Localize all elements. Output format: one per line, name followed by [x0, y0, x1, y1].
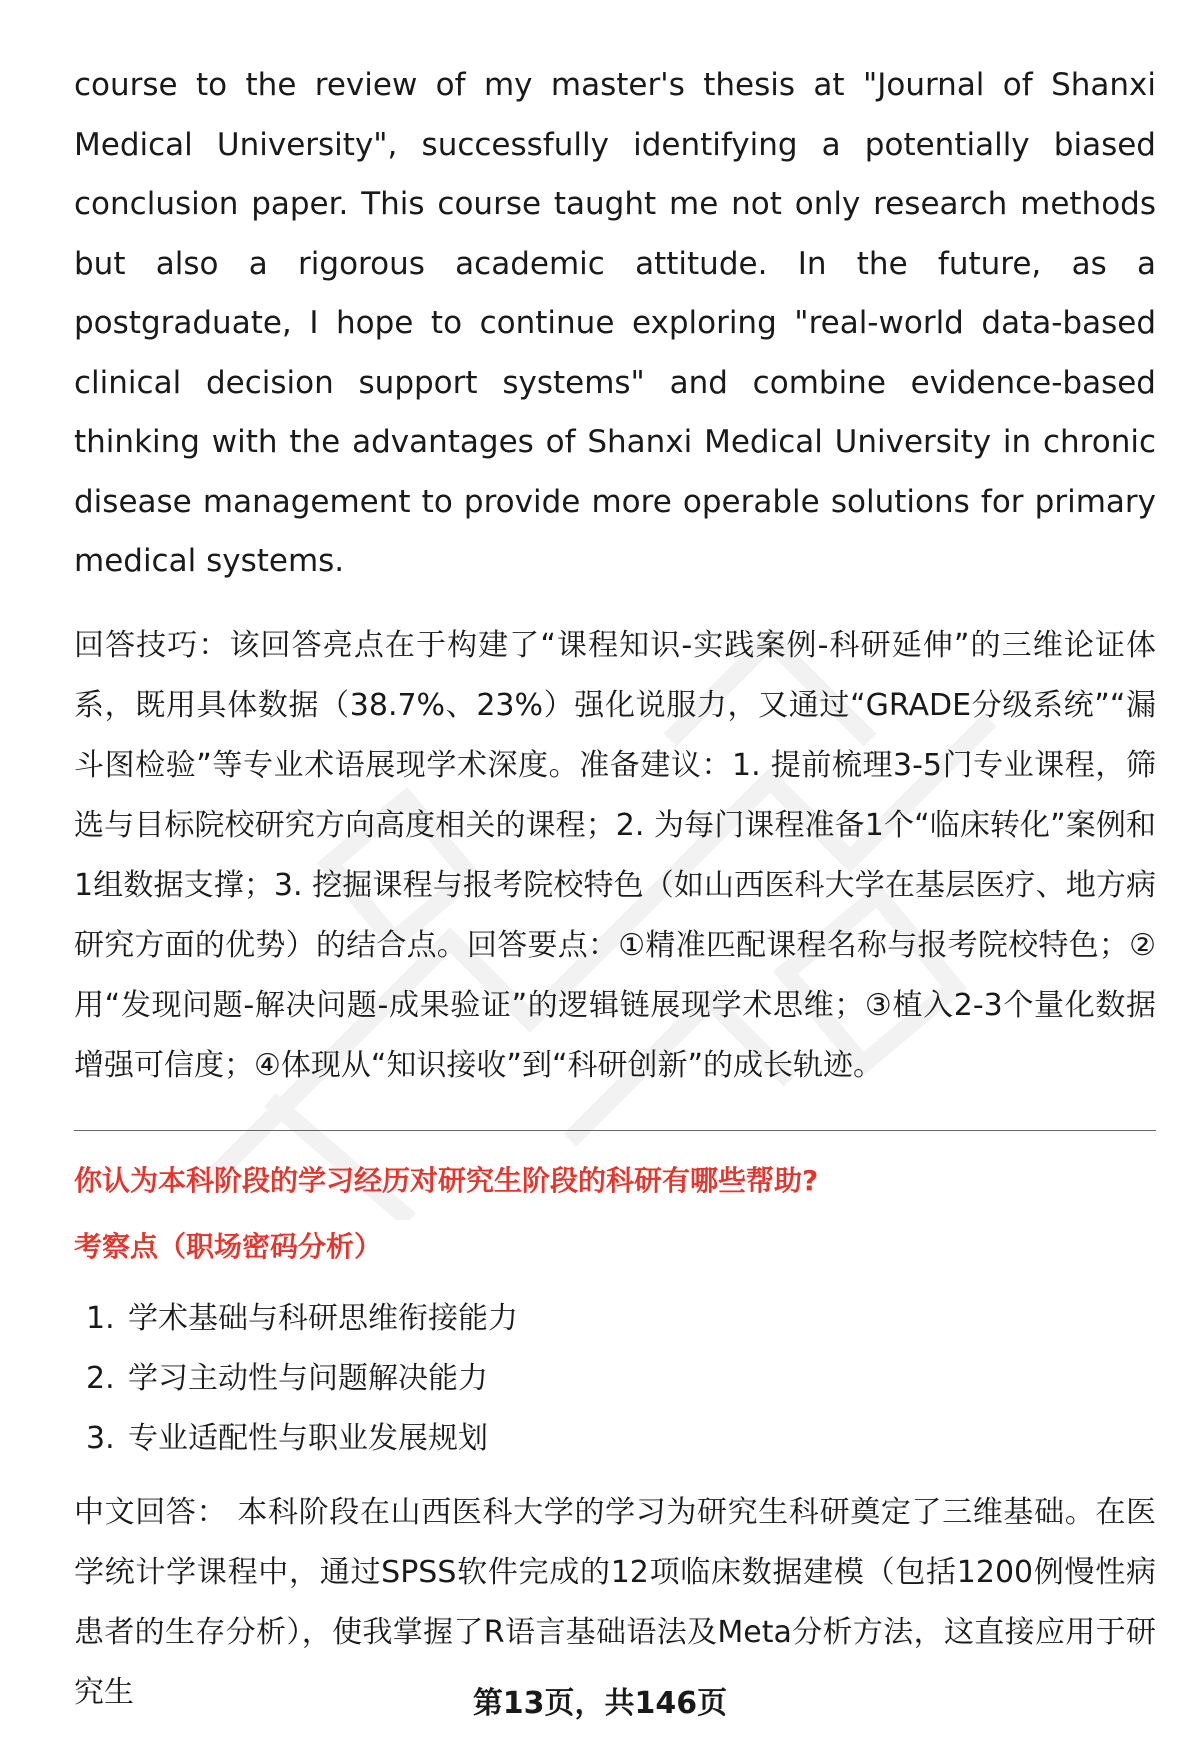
- section-divider: [74, 1130, 1156, 1131]
- list-item-number: 2.: [86, 1360, 115, 1396]
- list-item: [74, 1289, 1156, 1349]
- list-item-number: 1.: [86, 1300, 115, 1336]
- question-heading: 你认为本科阶段的学习经历对研究生阶段的科研有哪些帮助?: [74, 1163, 819, 1197]
- answer-tips-paragraph: 回答技巧：该回答亮点在于构建了“课程知识-实践案例-科研延伸”的三维论证体系，既用具体数据（38.7%、23%）强化说服力，又通过“GRADE分级系统”“漏斗图检验”等专业术语展现学术深度。准备建议：1. 提前梳理3-5门专业课程，筛选与目标院校研究方向高度相关的课程；2. 为每门课程准备1个“临床转化”案例和1组数据支撑；3. 挖掘课程与报考院校特色（如山西医科大学在基层医疗、地方病研究方面的优势）的结合点。回答要点：①精准匹配课程名称与报考院校特色；②用“发现问题-解决问题-成果验证”的逻辑链展现学术思维；③植入2-3个量化数据增强可信度；④体现从“知识接收”到“科研创新”的成长轨迹。: [74, 627, 1156, 1083]
- examination-heading: 考察点（职场密码分析）: [74, 1229, 383, 1263]
- list-item-text: 学习主动性与问题解决能力: [128, 1360, 488, 1396]
- list-item-text: 学术基础与科研思维衔接能力: [128, 1300, 518, 1336]
- examination-points-list: [74, 1289, 1156, 1469]
- chinese-answer-paragraph: 中文回答： 本科阶段在山西医科大学的学习为研究生科研奠定了三维基础。在医学统计学课程中，通过SPSS软件完成的12项临床数据建模（包括1200例慢性病患者的生存分析），使我掌握了R语言基础语法及Meta分析方法，这直接应用于研究生: [74, 1494, 1156, 1710]
- list-item-number: 3.: [86, 1420, 115, 1456]
- document-content: [74, 56, 1156, 1723]
- list-item: [74, 1409, 1156, 1469]
- page-number-footer: 第13页，共146页: [472, 1686, 728, 1721]
- list-item: [74, 1349, 1156, 1409]
- list-item-text: 专业适配性与职业发展规划: [128, 1420, 488, 1456]
- intro-paragraph: course to the review of my master's thesis at "Journal of Shanxi Medical University", successfully identifying a potentially biased conclusion paper. This course taught me not only research methods but also a rigorous academic attitude. In the future, as a postgraduate, I hope to continue exploring "real-world data-based clinical decision support systems" and combine evidence-based thinking with the advantages of Shanxi Medical University in chronic disease management to provide more operable solutions for primary medical systems.: [74, 67, 1156, 579]
